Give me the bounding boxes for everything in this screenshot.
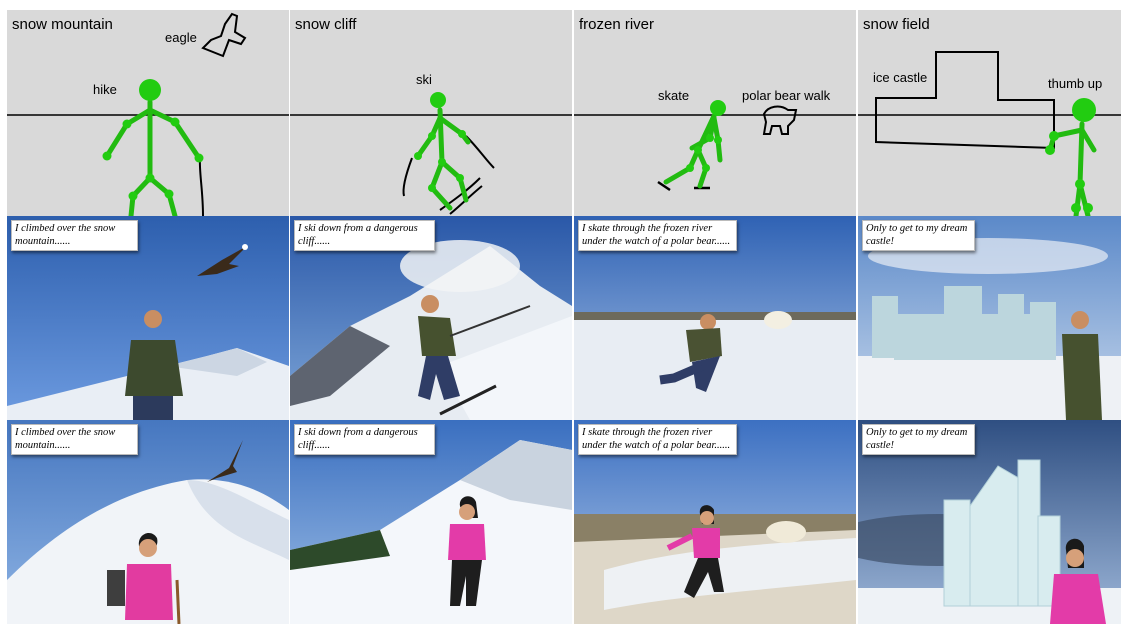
sketch-drawing [858,10,1121,216]
story-caption: I climbed over the snow mountain...... [11,220,138,251]
sketch-drawing [574,10,856,216]
sketch-panel [7,10,289,216]
sketch-panel [858,10,1121,216]
generated-photo-male [858,216,1121,420]
eagle-sketch-icon [203,14,245,56]
polar-bear-photo [764,311,792,329]
scene-label: snow field [863,16,930,33]
ice-castle-label: ice castle [873,70,928,85]
generated-photo-female [574,420,856,624]
story-caption: Only to get to my dream castle! [862,424,975,455]
story-caption: I climbed over the snow mountain...... [11,424,138,455]
generated-photo-female [858,420,1121,624]
eagle-label: eagle [165,30,197,45]
scene-label: snow cliff [295,16,357,33]
story-caption: I ski down from a dangerous cliff...... [294,220,435,251]
scene-label: snow mountain [12,16,113,33]
generated-photo-female [7,420,289,624]
scene-label: frozen river [579,16,655,33]
generated-photo-female [290,420,572,624]
sketch-panel [290,10,572,216]
polar-bear-photo [766,521,806,543]
story-caption: I skate through the frozen river under the watch of a polar bear...... [578,424,737,455]
ice-castle-sketch-icon [876,52,1054,148]
ski-label: ski [416,72,432,87]
sketch-drawing [7,10,289,216]
hike-label: hike [93,82,117,97]
story-caption: I ski down from a dangerous cliff...... [294,424,435,455]
skate-label: skate [658,88,690,103]
sketch-panel [574,10,856,216]
story-caption: Only to get to my dream castle! [862,220,975,251]
generated-photo-male [7,216,289,420]
generated-photo-male [290,216,572,420]
generated-photo-male [574,216,856,420]
thumb-up-label: thumb up [1048,76,1103,91]
polar-bear-label: polar bear walk [742,88,831,103]
sketch-drawing [290,10,572,216]
story-caption: I skate through the frozen river under the watch of a polar bear...... [578,220,737,251]
polar-bear-sketch-icon [764,107,796,134]
